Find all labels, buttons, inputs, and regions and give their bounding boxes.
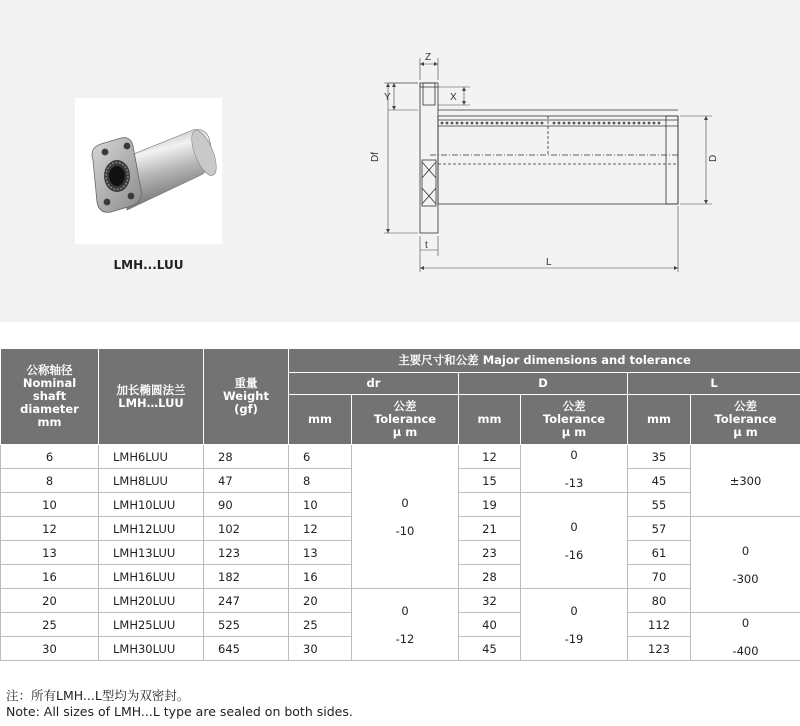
table-row <box>1 445 800 469</box>
cell-nominal: 12 <box>1 517 99 541</box>
cell-nominal: 10 <box>1 493 99 517</box>
dim-label-l: L <box>546 257 552 268</box>
cell-dr: 20 <box>289 589 352 613</box>
cell-dr: 30 <box>289 637 352 661</box>
cell-dr: 13 <box>289 541 352 565</box>
cell-L: 57 <box>628 517 691 541</box>
header-nominal-shaft-diameter: 公称轴径 Nominal shaft diameter mm <box>1 349 99 445</box>
note-chinese: 注：所有LMH...L型均为双密封。 <box>6 688 190 703</box>
technical-drawing <box>370 50 750 280</box>
cell-L-tolerance: 0 -400 <box>691 613 800 661</box>
cell-D: 40 <box>459 613 521 637</box>
header-D: D <box>459 373 628 395</box>
header-major-dimensions: 主要尺寸和公差 Major dimensions and tolerance <box>289 349 800 373</box>
cell-model: LMH8LUU <box>99 469 204 493</box>
cell-dr: 25 <box>289 613 352 637</box>
cell-L: 45 <box>628 469 691 493</box>
cell-nominal: 30 <box>1 637 99 661</box>
cell-model: LMH20LUU <box>99 589 204 613</box>
cell-weight: 645 <box>204 637 289 661</box>
cell-dr: 6 <box>289 445 352 469</box>
cell-L-tolerance: ±300 <box>691 445 800 517</box>
cell-model: LMH6LUU <box>99 445 204 469</box>
cell-dr: 10 <box>289 493 352 517</box>
cell-L: 112 <box>628 613 691 637</box>
cell-L: 123 <box>628 637 691 661</box>
cell-D: 19 <box>459 493 521 517</box>
cell-L: 35 <box>628 445 691 469</box>
cell-D: 23 <box>459 541 521 565</box>
dimension-table <box>0 348 800 661</box>
cell-D: 32 <box>459 589 521 613</box>
dim-label-z: Z <box>425 52 432 63</box>
cell-D-tolerance: 0 -16 <box>521 493 628 589</box>
cell-weight: 90 <box>204 493 289 517</box>
cell-L-tolerance: 0 -300 <box>691 517 800 613</box>
header-D-mm: mm <box>459 395 521 445</box>
cell-nominal: 6 <box>1 445 99 469</box>
cell-nominal: 13 <box>1 541 99 565</box>
cell-model: LMH30LUU <box>99 637 204 661</box>
cell-D: 45 <box>459 637 521 661</box>
cell-D: 15 <box>459 469 521 493</box>
linear-bearing-photo-icon <box>75 98 222 244</box>
header-L-mm: mm <box>628 395 691 445</box>
dim-label-t: t <box>425 240 428 251</box>
cell-dr-tolerance: 0 -10 <box>352 445 459 589</box>
cell-model: LMH10LUU <box>99 493 204 517</box>
cell-D-tolerance: 0 -13 <box>521 445 628 493</box>
cell-model: LMH12LUU <box>99 517 204 541</box>
cell-model: LMH25LUU <box>99 613 204 637</box>
cell-weight: 47 <box>204 469 289 493</box>
cell-weight: 525 <box>204 613 289 637</box>
cell-nominal: 25 <box>1 613 99 637</box>
cell-nominal: 8 <box>1 469 99 493</box>
cell-model: LMH13LUU <box>99 541 204 565</box>
dim-label-df: Df <box>370 152 381 162</box>
header-dr: dr <box>289 373 459 395</box>
header-dr-mm: mm <box>289 395 352 445</box>
header-dr-tolerance: 公差 Tolerance μ m <box>352 395 459 445</box>
cell-L: 61 <box>628 541 691 565</box>
cell-weight: 123 <box>204 541 289 565</box>
cell-D: 12 <box>459 445 521 469</box>
cell-dr: 12 <box>289 517 352 541</box>
cell-weight: 28 <box>204 445 289 469</box>
header-D-tolerance: 公差 Tolerance μ m <box>521 395 628 445</box>
header-L: L <box>628 373 800 395</box>
cell-weight: 247 <box>204 589 289 613</box>
product-photo <box>75 98 222 244</box>
header-weight: 重量 Weight (gf) <box>204 349 289 445</box>
dim-label-x: X <box>450 92 457 103</box>
header-L-tolerance: 公差 Tolerance μ m <box>691 395 800 445</box>
dim-label-d: D <box>708 154 719 162</box>
note-english: Note: All sizes of LMH...L type are sealed on both sides. <box>6 704 353 719</box>
cell-D: 21 <box>459 517 521 541</box>
dim-label-y: Y <box>384 92 391 103</box>
cell-nominal: 20 <box>1 589 99 613</box>
cell-D-tolerance: 0 -19 <box>521 589 628 661</box>
cell-L: 55 <box>628 493 691 517</box>
product-photo-caption: LMH...LUU <box>113 258 184 272</box>
cell-dr: 16 <box>289 565 352 589</box>
cell-D: 28 <box>459 565 521 589</box>
cell-dr-tolerance: 0 -12 <box>352 589 459 661</box>
cell-model: LMH16LUU <box>99 565 204 589</box>
cell-dr: 8 <box>289 469 352 493</box>
cell-nominal: 16 <box>1 565 99 589</box>
cell-weight: 102 <box>204 517 289 541</box>
cell-weight: 182 <box>204 565 289 589</box>
cell-L: 80 <box>628 589 691 613</box>
table-row <box>1 589 800 613</box>
header-model: 加长椭圆法兰 LMH…LUU <box>99 349 204 445</box>
cell-L: 70 <box>628 565 691 589</box>
